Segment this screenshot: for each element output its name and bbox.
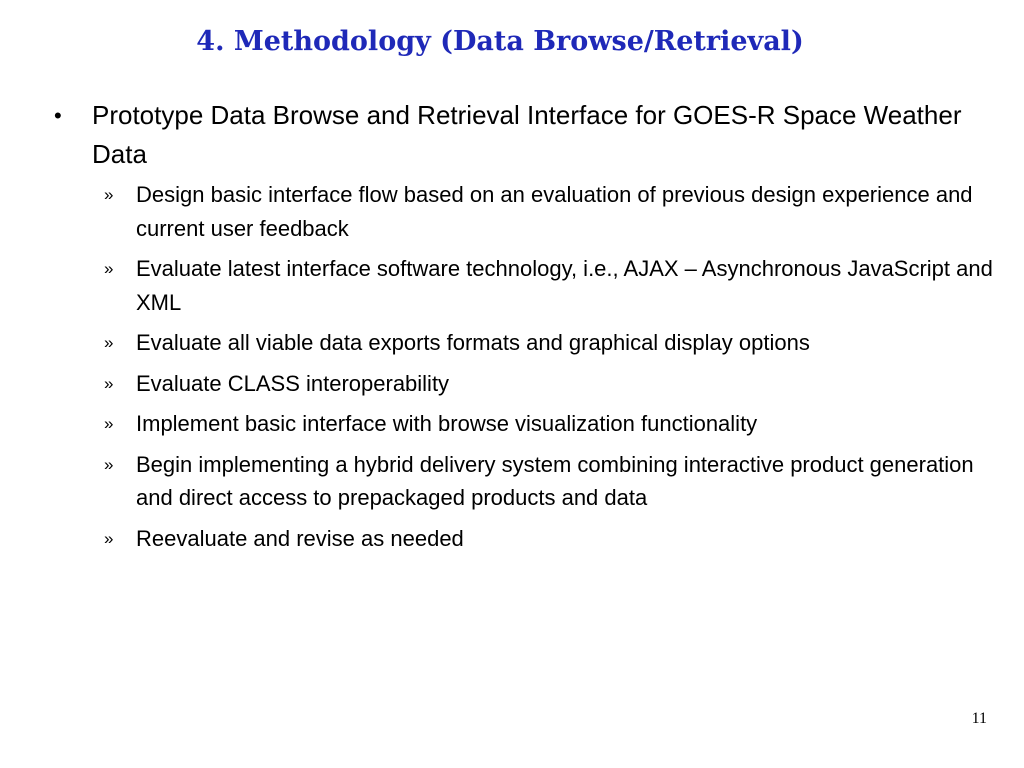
sub-bullet-text: Evaluate all viable data exports formats and graphical display options (136, 330, 810, 355)
chevron-bullet-icon: » (104, 333, 114, 352)
slide-title: 4. Methodology (Data Browse/Retrieval) (196, 26, 804, 57)
sub-bullet-item (52, 178, 997, 245)
sub-bullet-item (52, 367, 997, 401)
bullet-dot-icon: • (54, 103, 62, 128)
sub-bullet-text: Reevaluate and revise as needed (136, 525, 464, 551)
page-number: 11 (971, 710, 987, 727)
sub-bullet-item (52, 326, 997, 360)
main-bullet-text: Prototype Data Browse and Retrieval Interface for GOES-R Space Weather Data (92, 100, 962, 169)
chevron-bullet-icon: » (104, 185, 114, 204)
sub-bullet-item (52, 252, 997, 319)
sub-bullet-text: Begin implementing a hybrid delivery system combining interactive product generation and direct access to prepackaged products and data (136, 451, 974, 510)
sub-bullet-item (52, 448, 997, 515)
slide-content (52, 96, 997, 562)
sub-bullet-item (52, 522, 997, 556)
sub-bullet-list (52, 178, 997, 555)
sub-bullet-text: Implement basic interface with browse visualization functionality (136, 411, 758, 436)
sub-bullet-item (52, 407, 997, 441)
sub-bullet-text: Evaluate latest interface software technology, i.e., AJAX – Asynchronous JavaScript and XML (136, 256, 993, 315)
chevron-bullet-icon: » (104, 528, 114, 548)
sub-bullet-text: Evaluate CLASS interoperability (136, 370, 450, 396)
chevron-bullet-icon: » (104, 454, 114, 474)
chevron-bullet-icon: » (104, 373, 114, 393)
chevron-bullet-icon: » (104, 259, 114, 278)
chevron-bullet-icon: » (104, 414, 114, 433)
sub-bullet-text: Design basic interface flow based on an evaluation of previous design experience and current user feedback (136, 182, 973, 241)
main-bullet-item (52, 96, 997, 174)
